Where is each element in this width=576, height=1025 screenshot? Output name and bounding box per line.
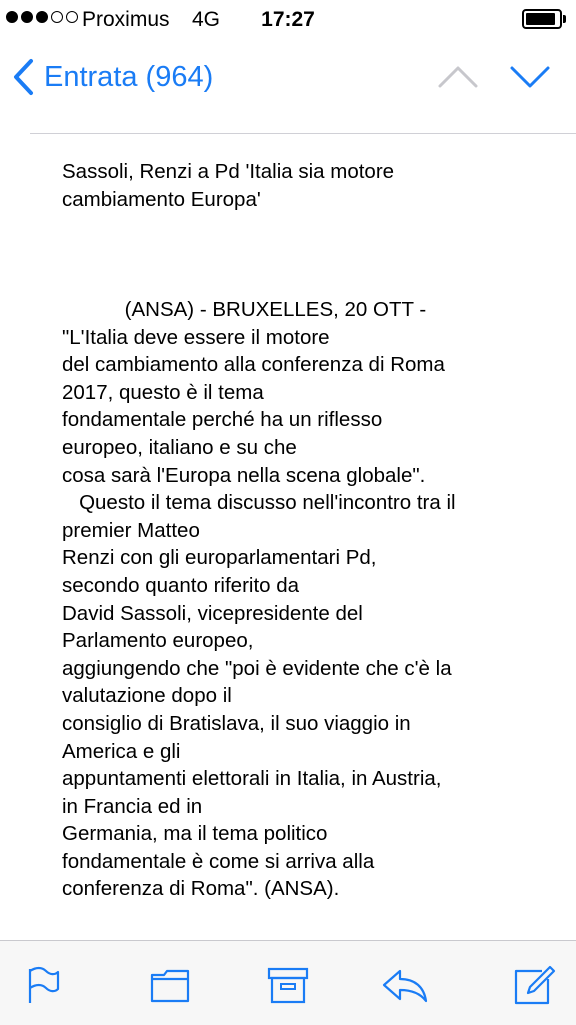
previous-message-button[interactable]: [430, 54, 486, 100]
subject-line: Sassoli, Renzi a Pd 'Italia sia motore: [62, 160, 395, 183]
body-line: Renzi con gli europarlamentari Pd,: [62, 546, 377, 570]
battery-level: [526, 13, 555, 25]
folder-icon: [148, 963, 192, 1007]
body-line: Questo il tema discusso nell'incontro tra il: [62, 491, 456, 515]
body-line: cosa sarà l'Europa nella scena globale".: [62, 463, 426, 487]
archive-button[interactable]: [266, 963, 310, 1007]
back-to-inbox-button[interactable]: [12, 54, 213, 100]
reply-button[interactable]: [380, 963, 424, 1007]
body-line: fondamentale perché ha un riflesso: [62, 408, 383, 432]
body-line: "L'Italia deve essere il motore: [62, 325, 330, 349]
back-button-label: Entrata (964): [44, 60, 214, 93]
navigation-bar: [0, 40, 576, 114]
body-line: appuntamenti elettorali in Italia, in Austria,: [62, 767, 442, 791]
compose-button[interactable]: [512, 963, 556, 1007]
reply-icon: [380, 963, 430, 1007]
body-line: premier Matteo: [62, 518, 200, 542]
body-line: secondo quanto riferito da: [62, 573, 300, 597]
battery-tip: [563, 15, 566, 23]
message-subject: [62, 158, 532, 214]
compose-icon: [512, 963, 556, 1007]
flag-icon: [22, 963, 66, 1007]
body-line: conferenza di Roma". (ANSA).: [62, 877, 340, 901]
header-divider: [30, 133, 576, 134]
chevron-left-icon: [12, 58, 34, 96]
body-line: consiglio di Bratislava, il suo viaggio in: [62, 711, 411, 735]
carrier-name: Proximus: [82, 8, 170, 31]
body-line: Germania, ma il tema politico: [62, 822, 328, 846]
chevron-down-icon: [502, 54, 558, 100]
body-line: fondamentale è come si arriva alla: [62, 849, 375, 873]
next-message-button[interactable]: [502, 54, 558, 100]
message-body: [62, 296, 567, 903]
subject-line: cambiamento Europa': [62, 188, 261, 211]
body-line: America e gli: [62, 739, 181, 763]
body-line: in Francia ed in: [62, 794, 203, 818]
move-to-folder-button[interactable]: [148, 963, 192, 1007]
status-time: 17:27: [261, 8, 315, 31]
body-line: valutazione dopo il: [62, 684, 232, 708]
battery-icon: [522, 9, 562, 29]
status-bar: [0, 0, 576, 40]
body-line: europeo, italiano e su che: [62, 435, 297, 459]
body-line: Parlamento europeo,: [62, 629, 254, 653]
flag-button[interactable]: [22, 963, 66, 1007]
archive-icon: [266, 963, 310, 1007]
network-type: 4G: [192, 8, 221, 31]
chevron-up-icon: [430, 54, 486, 100]
bottom-toolbar: [0, 940, 576, 1025]
body-line: aggiungendo che "poi è evidente che c'è la: [62, 656, 452, 680]
body-line: (ANSA) - BRUXELLES, 20 OTT -: [62, 298, 427, 321]
body-line: David Sassoli, vicepresidente del: [62, 601, 363, 625]
body-line: 2017, questo è il tema: [62, 380, 264, 404]
body-line: del cambiamento alla conferenza di Roma: [62, 353, 445, 377]
